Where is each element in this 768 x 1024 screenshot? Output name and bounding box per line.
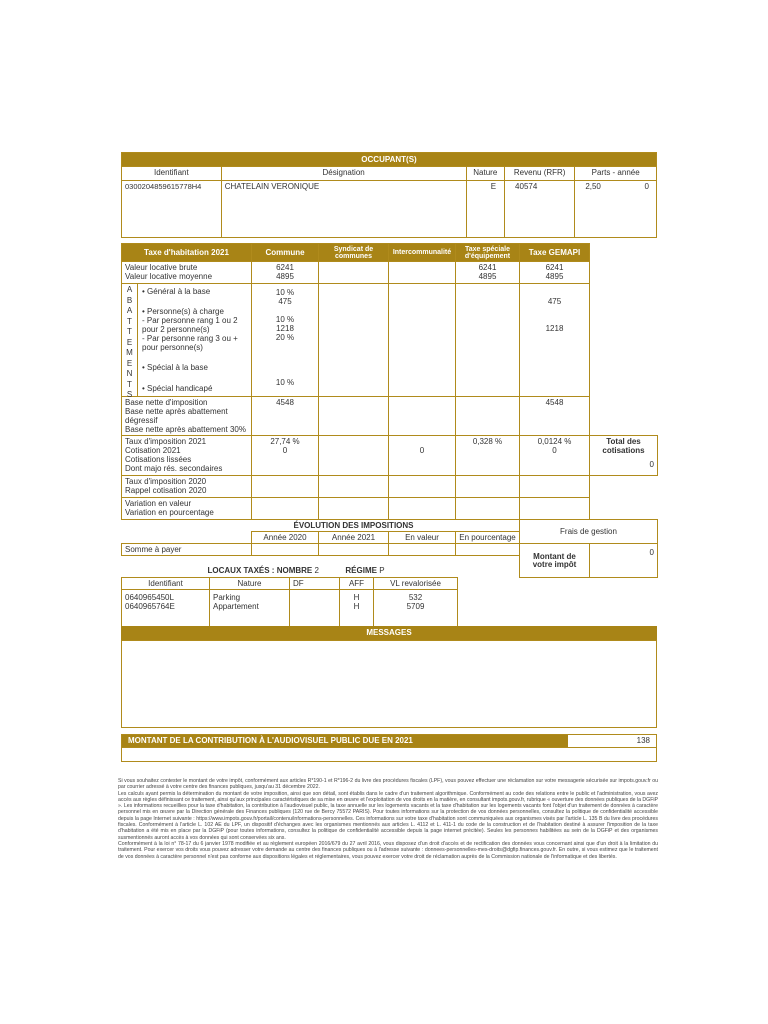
occupant-revenu: 40574 xyxy=(505,181,575,238)
occupant-header-parts: Parts - année xyxy=(575,167,657,181)
footer-paragraph: Conformément à la loi n° 78-17 du 6 janvier 1978 modifiée et au règlement européen 2016/679 du 27 avril 2016, vous disposez d'un droit d'accès et de rectification des données vous concernant ainsi que d'un droit à la limitation du traitement. Pour exercer vos droits vous pouvez adresser votre demande au centre des finances publiques ou à l'adresse suivante : donnees-personnelles-mes-droits@dgfip.finances.gouv.fr. En outre, si vous estimez que le traitement de vos données à caractère personnel n'est pas conforme aux dispositions légales et réglementaires, vous pouvez exercer votre droit de réclamation auprès de la Commission nationale de l'informatique et des libertés. xyxy=(118,840,658,860)
occupant-header-nature: Nature xyxy=(466,167,505,181)
annee2020-header: Année 2020 xyxy=(252,532,319,544)
rang12-label: - Par personne rang 1 ou 2 xyxy=(142,316,238,325)
gemapi-vlm: 4895 xyxy=(545,272,564,281)
occupant-identifiant: 0300204859615778H4 xyxy=(122,181,222,238)
en-valeur-header: En valeur xyxy=(389,532,456,544)
col-syndicat: Syndicat de communes xyxy=(319,244,389,262)
col-interco: Intercommunalité xyxy=(389,244,456,262)
locaux-row-vl: 532 xyxy=(408,592,423,602)
locaux-header-identifiant: Identifiant xyxy=(122,577,210,589)
messages-box xyxy=(121,640,657,728)
commune-handi-pct: 10 % xyxy=(275,378,295,387)
commune-gen-val: 475 xyxy=(278,297,292,306)
commune-base-nette: 4548 xyxy=(252,397,319,436)
valeur-moyenne-label: Valeur locative moyenne xyxy=(125,272,213,281)
cotisation-label: Cotisation 2021 xyxy=(125,446,181,455)
special-handicape-label: • Spécial handicapé xyxy=(142,384,213,393)
rappel-label: Rappel cotisation 2020 xyxy=(125,486,207,495)
occupant-annee-value: 0 xyxy=(644,182,649,192)
commune-vlb: 6241 xyxy=(276,263,294,272)
locaux-row-aff: H xyxy=(353,592,360,602)
tse-vlm: 4895 xyxy=(478,272,497,281)
tse-vlb: 6241 xyxy=(478,263,497,272)
audiovisuel-underline xyxy=(121,748,657,762)
locaux-table xyxy=(121,565,458,630)
locaux-header-vl: VL revalorisée xyxy=(374,577,458,589)
occupant-parts xyxy=(575,181,657,238)
commune-gen-pct: 10 % xyxy=(275,288,295,297)
base-degressif-label: Base nette après abattement dégressif xyxy=(125,407,228,425)
interco-cotisation: 0 xyxy=(389,436,456,476)
rang3-label: - Par personne rang 3 ou + xyxy=(142,334,238,343)
commune-vlm: 4895 xyxy=(276,272,294,281)
gemapi-cotisation: 0 xyxy=(552,446,557,455)
somme-label: Somme à payer xyxy=(122,544,252,556)
messages-title: MESSAGES xyxy=(121,626,657,640)
total-cell xyxy=(590,436,658,476)
regime-label: RÉGIME xyxy=(345,566,377,575)
gemapi-taux: 0,0124 % xyxy=(537,437,572,446)
base-30-label: Base nette après abattement 30% xyxy=(125,425,246,434)
locaux-title-prefix: LOCAUX TAXÉS : NOMBRE xyxy=(207,566,313,575)
abattements-letters: A B A T T E M E N T S xyxy=(122,284,138,396)
tse-taux: 0,328 % xyxy=(456,436,520,476)
pour-2-label: pour 2 personne(s) xyxy=(142,325,210,334)
footer-paragraph: Les calculs ayant permis la détermination du montant de votre imposition, ainsi que son détail, sont établis dans le cadre d'un traitement algorithmique. Conformément au code des relations entre le public et l'administration, vous avez accès aux règles définissant ce traitement, ainsi qu'aux principales caractéristiques de sa mise en œuvre et l'exploitation de vos droits en la matière, en consultant impots.gouv.fr, rubrique « ouverture des données publiques de la DGFiP ». Les informations recueillies pour la taxe d'habitation, la contribution à l'audiovisuel public, la taxe annuelle sur les logements vacants et la taxe d'habitation sur les logements vacants font l'objet d'un traitement de données à caractère personnel mis en œuvre par la Direction générale des Finances publiques (120 rue de Bercy 75572 PARIS). Pour toutes informations sur la protection de vos données personnelles, consultez la politique de confidentialité accessible depuis la page Internet suivante : https://www.impots.gouv.fr/portail/contenu/informations-personnelles. Ces informations sur votre taxe d'habitation sont communiquées aux organismes visés par l'article L. 135 B du livre des procédures fiscales. Conformément à l'article L. 102 AE du LPF, un dispositif d'échanges avec les organismes mentionnés aux articles L. 4112 et L. 411-1 du code de la construction et de l'habitation destiné à assurer l'imposition de la taxe d'habitation a été mis en place par la DGFiP (pour toutes informations, consultez la politique de confidentialité accessible depuis la page internet précitée). Seules les personnes habilitées au sein de la DGFiP et des organismes susmentionnés auront accès à vos données qui sont conservées six ans. xyxy=(118,790,658,841)
col-commune: Commune xyxy=(252,244,319,262)
audiovisuel-value: 138 xyxy=(636,736,650,745)
tax-title: Taxe d'habitation 2021 xyxy=(122,244,252,262)
montant-label: Montant de votre impôt xyxy=(520,544,590,578)
gemapi-gen-val: 475 xyxy=(547,297,562,306)
general-base-label: • Général à la base xyxy=(142,287,211,296)
occupant-parts-value: 2,50 xyxy=(585,182,601,192)
montant-value: 0 xyxy=(590,544,658,578)
audiovisuel-row xyxy=(121,734,657,748)
regime-value: P xyxy=(379,566,385,575)
total-value: 0 xyxy=(649,460,654,469)
locaux-row-nature: Appartement xyxy=(213,601,259,611)
majo-label: Dont majo rés. secondaires xyxy=(125,464,223,473)
lissees-label: Cotisations lissées xyxy=(125,455,192,464)
gemapi-vlb: 6241 xyxy=(545,263,564,272)
occupant-header-revenu: Revenu (RFR) xyxy=(505,167,575,181)
base-nette-label: Base nette d'imposition xyxy=(125,398,208,407)
locaux-header-nature: Nature xyxy=(210,577,290,589)
occupant-header-designation: Désignation xyxy=(221,167,466,181)
total-label: Total des cotisations xyxy=(602,437,645,455)
tax-table xyxy=(121,243,658,578)
variation-pct-label: Variation en pourcentage xyxy=(125,508,214,517)
commune-r12-val: 1218 xyxy=(276,324,294,333)
locaux-row-id: 0640965450L xyxy=(125,592,174,602)
locaux-header-df: DF xyxy=(290,577,340,589)
col-gemapi: Taxe GEMAPI xyxy=(520,244,590,262)
gemapi-r12-val: 1218 xyxy=(545,324,564,333)
footer-paragraph: Si vous souhaitez contester le montant de votre impôt, conformément aux articles R*190-1 et R*196-2 du livre des procédures fiscales (LPF), vous pouvez effectuer une réclamation sur votre messagerie sécurisée sur impots.gouv.fr ou par courrier adressé à votre centre des finances publiques, jusqu'au 31 décembre 2022. xyxy=(118,778,658,791)
occupant-header-identifiant: Identifiant xyxy=(122,167,222,181)
gemapi-base-nette: 4548 xyxy=(520,397,590,436)
locaux-row-aff: H xyxy=(353,601,360,611)
personnes-charge-label: • Personne(s) à charge xyxy=(142,307,224,316)
taux2020-label: Taux d'imposition 2020 xyxy=(125,477,207,486)
locaux-nombre: 2 xyxy=(314,566,319,575)
valeur-locative-labels xyxy=(122,262,252,284)
occupant-table xyxy=(121,152,657,238)
locaux-header-aff: AFF xyxy=(340,577,374,589)
en-pourcentage-header: En pourcentage xyxy=(456,532,520,544)
taux-label: Taux d'imposition 2021 xyxy=(125,437,207,446)
variation-valeur-label: Variation en valeur xyxy=(125,499,192,508)
abattements-cell xyxy=(122,284,252,397)
valeur-brute-label: Valeur locative brute xyxy=(125,263,198,272)
audiovisuel-label: MONTANT DE LA CONTRIBUTION À L'AUDIOVISUEL PUBLIC DUE EN 2021 xyxy=(122,735,568,747)
commune-taux: 27,74 % xyxy=(270,437,300,446)
locaux-row-nature: Parking xyxy=(213,592,241,602)
annee2021-header: Année 2021 xyxy=(319,532,389,544)
occupant-title: OCCUPANT(S) xyxy=(122,153,657,167)
locaux-title xyxy=(122,565,458,577)
evolution-title: ÉVOLUTION DES IMPOSITIONS xyxy=(293,521,414,530)
commune-cotisation: 0 xyxy=(282,446,288,455)
frais-gestion-label: Frais de gestion xyxy=(520,520,658,544)
occupant-nature: E xyxy=(466,181,505,238)
commune-r12-pct: 10 % xyxy=(275,315,295,324)
special-base-label: • Spécial à la base xyxy=(142,363,208,372)
locaux-row-vl: 5709 xyxy=(406,601,425,611)
abattements-labels xyxy=(138,284,251,396)
col-tse: Taxe spéciale d'équipement xyxy=(456,244,520,262)
commune-r3-pct: 20 % xyxy=(275,333,295,342)
occupant-designation: CHATELAIN VERONIQUE xyxy=(221,181,466,238)
pour-personnes-label: pour personne(s) xyxy=(142,343,203,352)
locaux-row-id: 0640965764E xyxy=(125,601,175,611)
legal-footer xyxy=(118,778,658,860)
